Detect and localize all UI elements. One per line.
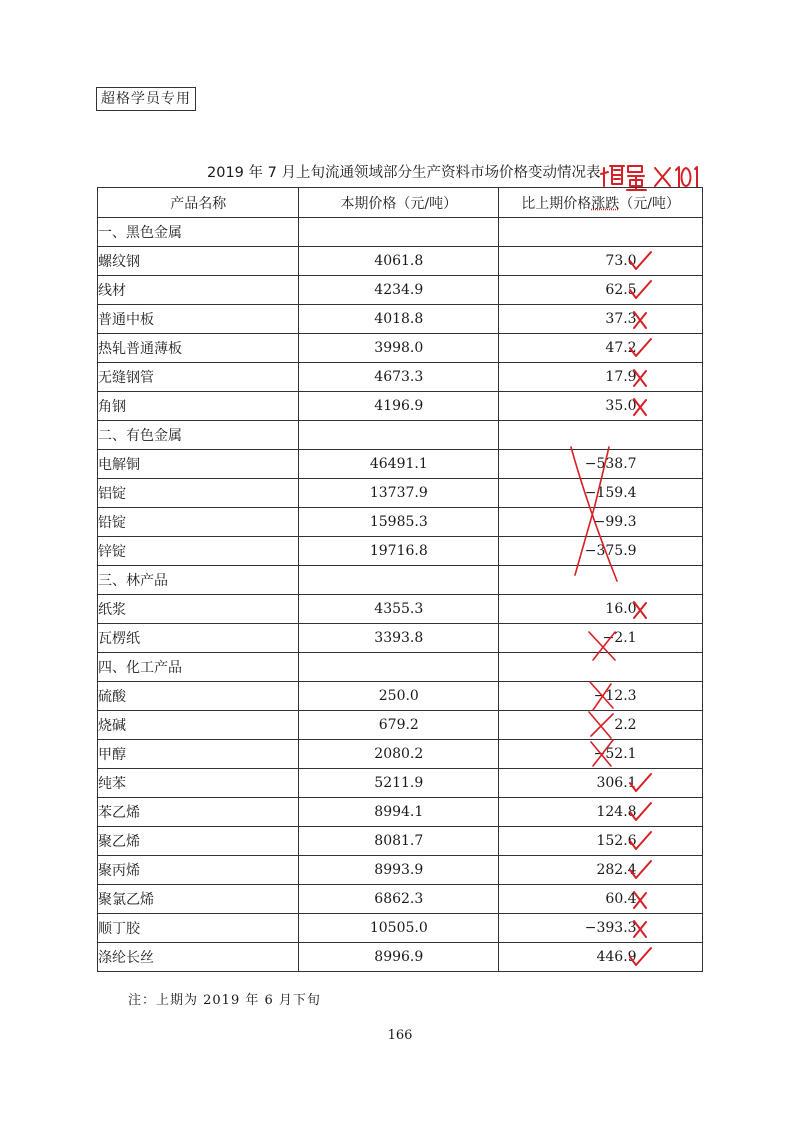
product-name: 瓦楞纸 <box>98 624 299 653</box>
table-row <box>98 334 703 363</box>
page-number: 166 <box>387 1028 413 1043</box>
table-row <box>98 392 703 421</box>
table-row <box>98 305 703 334</box>
current-price: 4018.8 <box>299 305 499 334</box>
product-name: 顺丁胶 <box>98 914 299 943</box>
product-name: 线材 <box>98 276 299 305</box>
current-price: 3998.0 <box>299 334 499 363</box>
product-name: 苯乙烯 <box>98 798 299 827</box>
price-change: 16.0 <box>605 601 637 617</box>
table-row <box>98 769 703 798</box>
product-name: 锌锭 <box>98 537 299 566</box>
exclusive-badge: 超格学员专用 <box>96 87 196 111</box>
table-row <box>98 595 703 624</box>
price-change-cell <box>499 595 703 624</box>
price-change: 37.3 <box>605 311 637 327</box>
price-change: −99.3 <box>593 514 637 530</box>
product-name: 纸浆 <box>98 595 299 624</box>
current-price: 13737.9 <box>299 479 499 508</box>
table-row <box>98 798 703 827</box>
current-price: 8993.9 <box>299 856 499 885</box>
current-price: 8081.7 <box>299 827 499 856</box>
category-name: 一、黑色金属 <box>98 218 299 247</box>
table-row <box>98 943 703 972</box>
price-change-cell <box>499 392 703 421</box>
price-change: −12.3 <box>593 688 637 704</box>
price-change: 17.9 <box>605 369 637 385</box>
price-change: 35.0 <box>605 398 637 414</box>
price-change-cell <box>499 914 703 943</box>
price-change: −2.1 <box>602 630 637 646</box>
price-change-cell <box>499 305 703 334</box>
product-name: 纯苯 <box>98 769 299 798</box>
check-mark-icon <box>627 250 653 272</box>
product-name: 普通中板 <box>98 305 299 334</box>
table-body <box>98 218 703 972</box>
category-price-blank <box>299 421 499 450</box>
current-price: 3393.8 <box>299 624 499 653</box>
cross-mark-icon <box>631 310 649 330</box>
footnote: 注：上期为 2019 年 6 月下旬 <box>128 993 321 1008</box>
current-price: 250.0 <box>299 682 499 711</box>
cross-mark-icon <box>631 368 649 388</box>
table-row <box>98 856 703 885</box>
check-mark-icon <box>627 279 653 301</box>
price-change: 73.0 <box>605 253 637 269</box>
product-name: 热轧普通薄板 <box>98 334 299 363</box>
price-change-cell <box>499 247 703 276</box>
price-change-cell <box>499 769 703 798</box>
table-row <box>98 827 703 856</box>
table-row <box>98 885 703 914</box>
category-name: 二、有色金属 <box>98 421 299 450</box>
current-price: 4355.3 <box>299 595 499 624</box>
current-price: 8996.9 <box>299 943 499 972</box>
product-name: 涤纶长丝 <box>98 943 299 972</box>
product-name: 角钢 <box>98 392 299 421</box>
current-price: 19716.8 <box>299 537 499 566</box>
check-mark-icon <box>627 337 653 359</box>
price-change-cell <box>499 827 703 856</box>
table-row <box>98 363 703 392</box>
cross-mark-icon <box>631 397 649 417</box>
current-price: 5211.9 <box>299 769 499 798</box>
price-change-cell <box>499 363 703 392</box>
price-change-cell <box>499 276 703 305</box>
table-header-row <box>98 188 703 218</box>
category-change-blank <box>499 218 703 247</box>
large-cross-mark <box>565 445 625 585</box>
product-name: 螺纹钢 <box>98 247 299 276</box>
cross-mark-icon <box>631 919 649 939</box>
product-name: 甲醇 <box>98 740 299 769</box>
price-change: 62.5 <box>605 282 637 298</box>
current-price: 15985.3 <box>299 508 499 537</box>
current-price: 4196.9 <box>299 392 499 421</box>
check-mark-icon <box>627 801 653 823</box>
price-change: −538.7 <box>584 456 637 472</box>
price-change: 446.9 <box>596 949 637 965</box>
price-change: −393.3 <box>584 920 637 936</box>
cross-mark-icon <box>631 890 649 910</box>
product-name: 聚丙烯 <box>98 856 299 885</box>
table-row <box>98 914 703 943</box>
product-name: 烧碱 <box>98 711 299 740</box>
header-change-prefix: 比上期价格 <box>521 195 592 212</box>
price-change-cell <box>499 856 703 885</box>
header-change-suffix: （元/吨） <box>619 195 680 212</box>
price-change: 124.8 <box>596 804 637 820</box>
table-title: 2019 年 7 月上旬流通领域部分生产资料市场价格变动情况表 <box>207 165 601 181</box>
product-name: 铝锭 <box>98 479 299 508</box>
price-change: −52.1 <box>593 746 637 762</box>
header-product-name: 产品名称 <box>98 188 299 218</box>
header-current-price: 本期价格（元/吨） <box>299 188 499 218</box>
price-change-cell <box>499 334 703 363</box>
price-change: 306.1 <box>596 775 637 791</box>
header-change-highlight: 涨跌 <box>591 195 620 212</box>
current-price: 2080.2 <box>299 740 499 769</box>
price-change: 152.6 <box>596 833 637 849</box>
product-name: 无缝钢管 <box>98 363 299 392</box>
product-name: 铅锭 <box>98 508 299 537</box>
product-name: 电解铜 <box>98 450 299 479</box>
category-name: 四、化工产品 <box>98 653 299 682</box>
current-price: 10505.0 <box>299 914 499 943</box>
table-row <box>98 276 703 305</box>
price-change: 47.2 <box>605 340 637 356</box>
price-change-cell <box>499 885 703 914</box>
category-name: 三、林产品 <box>98 566 299 595</box>
price-change: −375.9 <box>584 543 637 559</box>
current-price: 8994.1 <box>299 798 499 827</box>
category-price-blank <box>299 218 499 247</box>
product-name: 聚氯乙烯 <box>98 885 299 914</box>
current-price: 6862.3 <box>299 885 499 914</box>
current-price: 4673.3 <box>299 363 499 392</box>
check-mark-icon <box>627 830 653 852</box>
category-price-blank <box>299 653 499 682</box>
current-price: 4061.8 <box>299 247 499 276</box>
header-price-change <box>499 188 703 218</box>
product-name: 聚乙烯 <box>98 827 299 856</box>
cross-mark-chemicals <box>585 680 621 768</box>
category-price-blank <box>299 566 499 595</box>
category-row <box>98 218 703 247</box>
product-name: 硫酸 <box>98 682 299 711</box>
current-price: 46491.1 <box>299 450 499 479</box>
price-change: 60.4 <box>605 891 637 907</box>
current-price: 4234.9 <box>299 276 499 305</box>
check-mark-icon <box>627 772 653 794</box>
price-change-cell <box>499 943 703 972</box>
cross-mark-icon <box>631 600 649 620</box>
check-mark-icon <box>627 946 653 968</box>
price-change-cell <box>499 798 703 827</box>
cross-mark-wapengzhi <box>585 628 621 664</box>
price-change: 282.4 <box>596 862 637 878</box>
current-price: 679.2 <box>299 711 499 740</box>
price-change: 2.2 <box>614 717 637 733</box>
price-change: −159.4 <box>584 485 637 501</box>
table-row <box>98 247 703 276</box>
check-mark-icon <box>627 859 653 881</box>
